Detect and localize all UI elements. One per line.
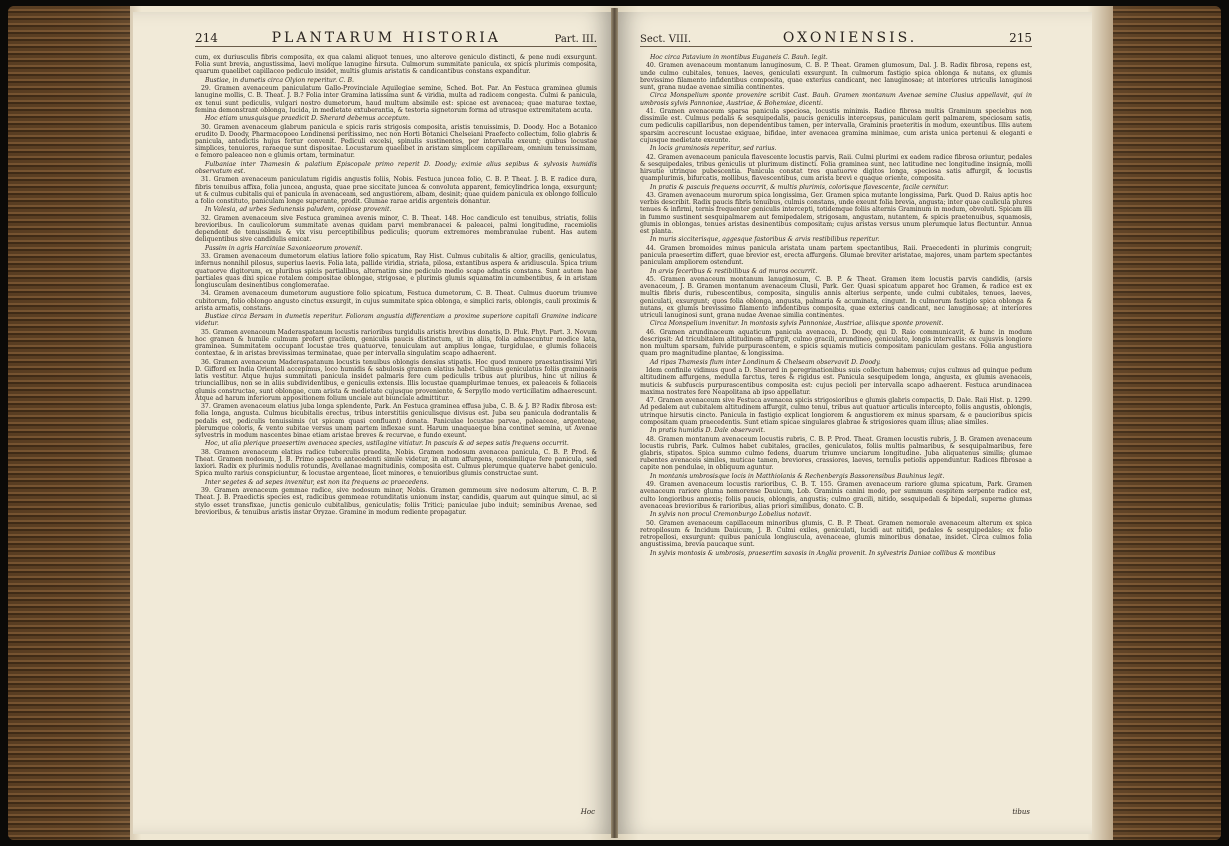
- body-paragraph: In montanis umbrosisque locis in Matthiolanis & Rechenbergis Bassorensibus Bauhinus legit.: [650, 472, 945, 480]
- body-paragraph: 29. Gramen avenaceum paniculatum Gallo-Provinciale Aquilegiae semine, Sched. Bot. Par. An Festuca graminea glumis lanugine mollis, C. B. Theat. J. B.? Folia inter Gramina latissima sunt & viridia, multa ad radicem congesta. Culmi & panicula, ex tenui sunt pediculis, vulgari nostro dumetorum, haud multum absimile est: spicae est avenacea; quae maturae textae, femina demonstrant oblonga, lucida, in medietate extuberantia, & testoria signetorum forma ad utrasque extremitatem acuta.: [195, 85, 597, 114]
- body-paragraph: In pratis humidis D. Dale observavit.: [650, 427, 766, 435]
- body-paragraph: 31. Gramen avenaceum paniculatum rigidis angustis foliis, Nobis. Festuca juncea folio, C. B. P. Theat. J. B. E radice dura, fibris tenuibus affixa, folia juncea, angusta, quae prae siccitate juncea & convoluta apparent, femicylindrica longa, exsurgunt; ut & culmus cubitalis qui et panicula in avenaceam, sed angustiorem, albam, desinit; quae quidem panicula ex oblongo folliculo a folio constituto, paniculam longe superante, prodit. Glumae rarae aridis argenteis donantur.: [195, 176, 597, 205]
- left-page-header: [195, 30, 597, 46]
- body-paragraph: Inter segetes & ad sepes invenitur, est non ita frequens ac praecedens.: [205, 478, 429, 486]
- body-paragraph: In sylvis montosis & umbrosis, praesertim saxosis in Anglia provenit. In sylvestris Daniae collibus & montibus: [650, 549, 996, 557]
- body-paragraph: 36. Gramen avenaceum Maderaspatanum locustis tenuibus oblongis densius stipatis. Hoc quod munere praestantissimi Viri D. Gifford ex India Orientali accepimus, loco humidis & sabulosis gramen elatius habet. Culmus geniculatus foliis graminaeis latis vestitur. Atque hujus summitati panicula insidet palmaris fere cum pediculis tribus aut pluribus, hinc ut nilius & triunciallibus, non se in aliis subdividentibus, e geniculis extensis. Illis locustae quamplurimae tenues, ex paleaceis & foliaceis glumis constructae, sunt oblongae, cum arista & medietate cujusque proveniente, & Serpyllo modo verticillatim adhaerescunt. Atque ad harum inferiorum appositionem folium unciale aut biunciale admittitur.: [195, 358, 597, 402]
- left-page-number: 214: [195, 31, 218, 45]
- body-paragraph: Hoc etiam unusquisque praedicit D. Sherard debemus acceptum.: [205, 115, 410, 123]
- body-paragraph: In arvis feceribus & restibilibus & ad muros occurrit.: [650, 267, 818, 275]
- body-paragraph: In muris sicciterisque, aggesque fastoribus & arvis restibilibus reperitur.: [650, 236, 880, 244]
- body-paragraph: 35. Gramen avenaceum Maderaspatanum locustis rarioribus turgidulis aristis brevibus donatis, D. Pluk. Phyt. Part. 3. Novum hoc gramen & humile culmum profert gracilem, geniculis paucis distinctum, ut in aliis, folia adnascuntur modice lata, graminea. Summitatem occupant locustae tres quatuorve, tenuiculam aut amplius longae, turgidulae, e glumis foliaceis contextae, & in aristas brevissimas terminatae, quae per intervalla singulatim scapo adhaerent.: [195, 328, 597, 358]
- body-paragraph: 45. Gramen avenaceum montanum lanuginosum, C. B. P. & Theat. Gramen item locustis parvis candidis, (arsis avenaceum, J. B. Gramen montanum avenaceum Clusii, Park. Ger. Quasi spicatum apparet hoc Gramen, & radice est ex multis fibris duris, rubescentibus, composita, singulis annis alterius serpente, unde culmi cubitales, tenues, laeves, geniculati, exsurgunt; quos folia oblonga, angusta, palmaria & acuminata, cingunt. In culmorum fastigio spica oblonga & nutans, ex glumis brevissimo filamento infidentibus composita, quae exterius candicant, nec lanuginosae; at interiores utriculi lanuginosi sunt, grana nudae Avenae similia continentes.: [640, 275, 1032, 319]
- body-paragraph: Circa Monspelium invenitur. In montosis sylvis Pannoniae, Austriae, aliisque sponte provenit.: [650, 320, 944, 328]
- left-part-label: Part. III.: [554, 34, 597, 45]
- body-paragraph: 38. Gramen avenaceum elatius radice tuberculis praedita, Nobis. Gramen nodosum avenacea panicula, C. B. P. Prod. & Theat. Gramen nodosum, J. B. Primo aspectu antecedenti simile videtur, in altum affurgens, consimilique fere panicula, sed laxiori. Radix ex plurimis nodulis rotundis, Avellanae magnitudinis, composita est. Culmus plerumque quaterve habet geniculo. Spica multo rarius conspiciuntur, & locustae argenteae, licet minores, e tenuioribus glumis constructae sunt.: [195, 448, 597, 478]
- body-paragraph: 50. Gramen avenaceum capillaceum minoribus glumis, C. B. P. Theat. Gramen nemorale avenaceum alterum ex spica retropilosum & Incidum Dauicum, J. B. Culmi exiles, geniculati, lucidi aut nitidi, pedales & sesquipedales; ex folio retropellosi, exsurgunt: quibus panicula longiuscula, avenaceae, glumis minoribus donatae, insidet. Circa culmos folia angustissima, brevia paucaque sunt.: [640, 519, 1032, 549]
- body-paragraph: Idem confinile vidimus quod a D. Sherard in peregrinationibus suis collectum habemus; cujus culmus ad quinque pedum altitudinem affurgens, medulla farctus, teres & rigidus est. Panicula sesquipedem longa, angusta, ex glumis avenaceis, muticis & subfuscis purpurascentibus composita est: cujus pecioli per intervalla scapo adhaerent. Festuca arundinacea maxima nostrates fere Neapolitana ab ipso appellatur.: [640, 367, 1032, 396]
- body-paragraph: 32. Gramen avenaceum sive Festuca graminea avenis minor, C. B. Theat. 148. Hoc candiculo est tenuibus, striatis, foliis brevioribus. In caulicolorum summitate avenas quidam parvi membranacei & paleacei, palmi longitudine, racemiolis dependent de tenuissimis & vix visu perceptibilibus pediculis; quorum extremores membranulae rubent. Has autem deliquentibus sive candidulis emicat.: [195, 214, 597, 244]
- body-paragraph: 44. Gramen bromoides minus panicula aristata unam partem spectantibus, Raii. Praecedenti in plurimis congruit; panicula praesertim differt, quae brevior est, erecta affurgens. Glumae breviter aristatae, majores, unam partem spectantes paniculam ampliorem ostendunt.: [640, 244, 1032, 267]
- body-paragraph: 47. Gramen avenaceum sive Festuca avenacea spicis strigosioribus e glumis glabris compactis, D. Dale. Raii Hist. p. 1299. Ad pedalem aut cubitalem altitudinem affurgit, culmo tenui, tribus aut quatuor articulis intercepto, foliis angustis, oblongis, utrinque hirsutis cincto. Panicula in fastigio explicat longiorem & angustiorem ex minus sparsam, & e paucioribus spicis compositam quam praecedentis. Sunt etiam spicae singulares glabrae & strigosiores quam illius; aliae similes.: [640, 397, 1032, 426]
- body-paragraph: In locis graminosis reperitur, sed rarius.: [650, 145, 777, 153]
- body-paragraph: Passim in agris Harciniae Saxoniaeorum provenit.: [205, 244, 363, 252]
- body-paragraph: Ad ripas Thamesis flum inter Londinum & Chelseam observavit D. Doody.: [650, 358, 881, 366]
- body-paragraph: 48. Gramen montanum avenaceum locustis rubris, C. B. P. Prod. Theat. Gramen locustis rubris, J. B. Gramen avenaceum locustis rubris, Park. Culmos habet cubitales, graciles, geniculatos, foliis multis palmaribus, & sesquipalmaribus, fere glabris, stipatos. Spica summo culmo fedens, duarum triumve unciarum longitudine. Juba aliquatenus similis; glumae rubentes avenaceis similes, muticae tamen, breviores, crassiores, laeves, ternulis petiolis appenduntur. Radices fibrosae a capite non pendulae, in obliquum aguntur.: [640, 435, 1032, 472]
- left-running-title: PLANTARUM HISTORIA: [271, 30, 501, 46]
- body-paragraph: 30. Gramen avenaceum glabrum panicula e spicis raris strigosis composita, aristis tenuissimis, D. Doody. Hoc a Botanico erudito D. Doody, Pharmacopoeo Londinensi peritissimo, nec non Horti Botanici Chelseiani Praefecto collectum, folio glabris & panicula, antedictis hujus fertur convenit. Pediculi excelsi, spinulis sustinentes, per intervalla exeunt; quibus locustae simplices, tenuiores, raraeque sunt dispositae. Locustarum quaelibet in aristam simplicem capillaream, omnium tenuissimam, e femoro paleaceo non e glumis ortam, terminatur.: [195, 123, 597, 160]
- left-header-rule: [195, 46, 597, 47]
- left-page-body: [195, 54, 597, 516]
- body-paragraph: 42. Gramen avenaceum panicula flavescente locustis parvis, Raii. Culmi plurimi ex eadem radice fibrosa oriuntur, pedales & sesquipedales, tribus geniculis ut plurimum distincti. Folia graminea sunt, nec latitudine nec longitudine insignia, molli hirsutie utrinque pubescentia. Panicula constat tres quatuorve digitos longa, speciosa satis affurgit, & locustis quamplurimis, bifurcatis, mollibus, flavescentibus, cum arista brevi e quaque oriente, composita.: [640, 153, 1032, 183]
- body-paragraph: 43. Gramen avenaceum murorum spica longissima, Ger. Gramen spica mutante longissima, Park. Quod D. Raius aptis hoc verbis describit. Radix paucis fibris tenuibus, culmis constans, unde exeunt folia brevia, angusta; inter quae caulicula plures tenues & infirmi, ternis frequenter geniculis intercepti, totidemque foliis alternis Graminum in modum, obvoluti. Spicam illi in fummo sustinent sesquipalmarem aut femipedalem, strigosam, angustam, nutantem, & spicis praetenuibus, squamosis, glumis in oblongas, tenues aristas desinentibus compositam; cujus aristas versus unum plerumque latus flectuntur. Annua est planta.: [640, 191, 1032, 235]
- body-paragraph: 33. Gramen avenaceum dumetorum elatius latiore folio spicatum, Ray Hist. Culmus cubitalis & altior, gracilis, geniculatus, infernus nonnihil pilosus, superius laevis. Folia lata, pallide viridia, striata, pilosa, extantibus aspera & aridiuscula. Spica trium quatuorve digitorum, ex pluribus spicis partialibus, alternatim sine pediculo medio scapo adnatis constans. Sunt autem hae partiales quas dixi spicae rotalem compositae oblongae, strigosae, e plurimis glumis squamatim incumbentibus, & in aristam longiusculam desinentibus conglomeratae.: [195, 253, 597, 289]
- book-edge-left: [8, 6, 130, 840]
- right-catchword: tibus: [1012, 808, 1030, 816]
- right-running-title: OXONIENSIS.: [782, 30, 918, 46]
- body-paragraph: 41. Gramen avenaceum sparsa panicula speciosa, locustis minimis. Radice fibrosa multis Graminum speciebus non dissimile est. Culmus pedalis & sesquipedalis, paucis geniculis intercepsus, paniculam gerit palmarem, speciosam satis, cum pediculis capillaribus, non dependentibus tamen, per intervalla, Graminis praeteritis in modum, exeuntibus. Illis autem sparsim accrescunt locustae exiguae, bifidae, inter avenacea gramina minimae, cum arista unica pertenui & eleganti e cujusque medietate exeunte.: [640, 107, 1032, 144]
- body-paragraph: In pratis & pascuis frequens occurrit, & multis plurimis, colorisque flavescente, facile cernitur.: [650, 183, 949, 191]
- body-paragraph: 34. Gramen avenaceum dumetorum augustiore folio spicatum, Festuca dumetorum, C. B. Theat. Culmus duorum triumve cubitorum, folio oblongo angusto cinctus exsurgit, in cujus summitate spica oblonga, e simplici raris, oblongis, cauli proximis & arista armatis, constans.: [195, 290, 597, 312]
- book-edge-right: [1113, 6, 1221, 840]
- left-catchword: Hoc: [580, 808, 595, 816]
- body-paragraph: Bustiae, in dumetis circa Olyion reperitur. C. B.: [205, 76, 355, 84]
- body-paragraph: 49. Gramen avenaceum locustis rarioribus, C. B. T. 155. Gramen avenaceum rariore gluma spicatum, Park. Gramen avenaceum rariore gluma nemorense Dauicum, Lob. Graminis canini modo, per summum cespitem serpente radice est, culto longioribus annexis; foliis paucis, oblongis, angustis; culmo gracili, nitido, sesquipedali & bipedali, superne glumas avenaceas brevioribus & rarioribus, alias priori similibus, donato. C. B.: [640, 481, 1032, 510]
- right-page-header: [640, 30, 1032, 46]
- body-paragraph: Hoc circa Patavium in montibus Euganeis C. Bauh. legit.: [650, 54, 828, 61]
- right-header-rule: [640, 46, 1032, 47]
- body-paragraph: Hoc, ut alia plerique praesertim avenacea species, ustilagine vitiatur. In pascuis & ad sepes satis frequens occurrit.: [205, 440, 569, 448]
- body-paragraph: Bustiae circa Bersam in dumetis reperitur. Folioram angustia differentiam a proxime superiore capitali Gramine indicare videtur.: [195, 313, 597, 328]
- body-paragraph: 37. Gramen avenaceum elatius juba longa splendente, Park. An Festuca graminea effusa juba, C. B. & J. B? Radix fibrosa est: folia longa, angusta. Culmus bicubitalis erectus, tribus interstitiis geniculisque divisus est. Juba seu panicula dodrantalis & pedalis est, pediculis tenuissimis (ut spicam quasi confluant) donata. Paniculae locustae parvae, paleaceae, argenteae, plerumque coloris, & vento subitae versus unam partem inflexae sunt. Harum unaquaeque bina continet semina, ut Avenae sylvestris in modum nascentes binae etiam aristae breves & recurvae, e fundo exeunt.: [195, 403, 597, 439]
- body-paragraph: Circa Monspelium sponte provenire scribit Cast. Bauh. Gramen montanum Avenae semine Clusius appellavit, qui in umbrosis sylvis Pannoniae, Austriae, & Bohemiae, dicenti.: [640, 92, 1032, 107]
- body-paragraph: 40. Gramen avenaceum montanum lanuginosum, C. B. P. Theat. Gramen glumosum, Dal. J. B. Radix fibrosa, repens est, unde culmo cubitales, tenues, laeves, geniculati exsurgunt. In culmorum fastigio spica oblonga & nutans, ex glumis brevissimo filamento infidentibus composita, quae exterius candicant, nec lanuginosae; at interiores utriculis lanuginosi sunt, grana nudae avenae similia continentes.: [640, 62, 1032, 91]
- right-page-number: 215: [1009, 31, 1032, 45]
- body-paragraph: Fulbaniae inter Thamesin & palatium Episcopale primo reperit D. Doody; eximie alius sepibus & sylvosis humidis observatum est.: [195, 160, 597, 175]
- right-page-body: [640, 54, 1032, 557]
- book-spine: [611, 8, 618, 838]
- body-paragraph: In sylvis non procul Cremonburgo Lobelius notavit.: [650, 511, 812, 519]
- left-page: [133, 12, 611, 834]
- body-paragraph: In Valesia, ad urbes Sedunensis paludem, copiose provenit.: [205, 206, 392, 214]
- right-page: [618, 12, 1092, 834]
- body-paragraph: cum, ex duriusculis fibris composita, ex qua calami aliquot tenues, uno alterove geniculo distincti, & pene nudi exsurgunt. Folia sunt brevia, angustissima, laevi molique lanugine hirsuta. Culmorum summitate panicula, ex spicis plurimis composita, quarum quaelibet capillaceo pediculo insidet, multis glumis aristatis & candicantibus constans expanditur.: [195, 54, 597, 76]
- right-section-label: Sect. VIII.: [640, 34, 691, 45]
- body-paragraph: 46. Gramen arundinaceum aquaticum panicula avenacea, D. Doody, qui D. Raio communicavit, & hunc in modum descripsit: Ad tricubitalem altitudinem affurgit, culmo gracili, arundineo, geniculato, longis intervallis: ex cujusvis longiore non multum sparsam, fulvide purpurascentem, e spicis squamis muticis compositam paniculam gestans. Folia angustiora quam pro magnitudine plantae, & longissima.: [640, 328, 1032, 358]
- body-paragraph: 39. Gramen avenaceum gemmae radice, sive nodosum minor, Nobis. Gramen gemmeum sive nodosum alterum, C. B. P. Theat. J. B. Praedictis species est, radicibus gemmeae rotunditatis unionum instar, candidis, quarum aut quinque simul, ac si stylo esset transfixae, junctis geniculo cubitalibus, geniculatis; foliis Tritici; paniculae jubo induit; seminibus Avenae, sed brevioribus, & tenuibus aristis instar Oryzae. Gramine in modum rediente propagatur.: [195, 487, 597, 516]
